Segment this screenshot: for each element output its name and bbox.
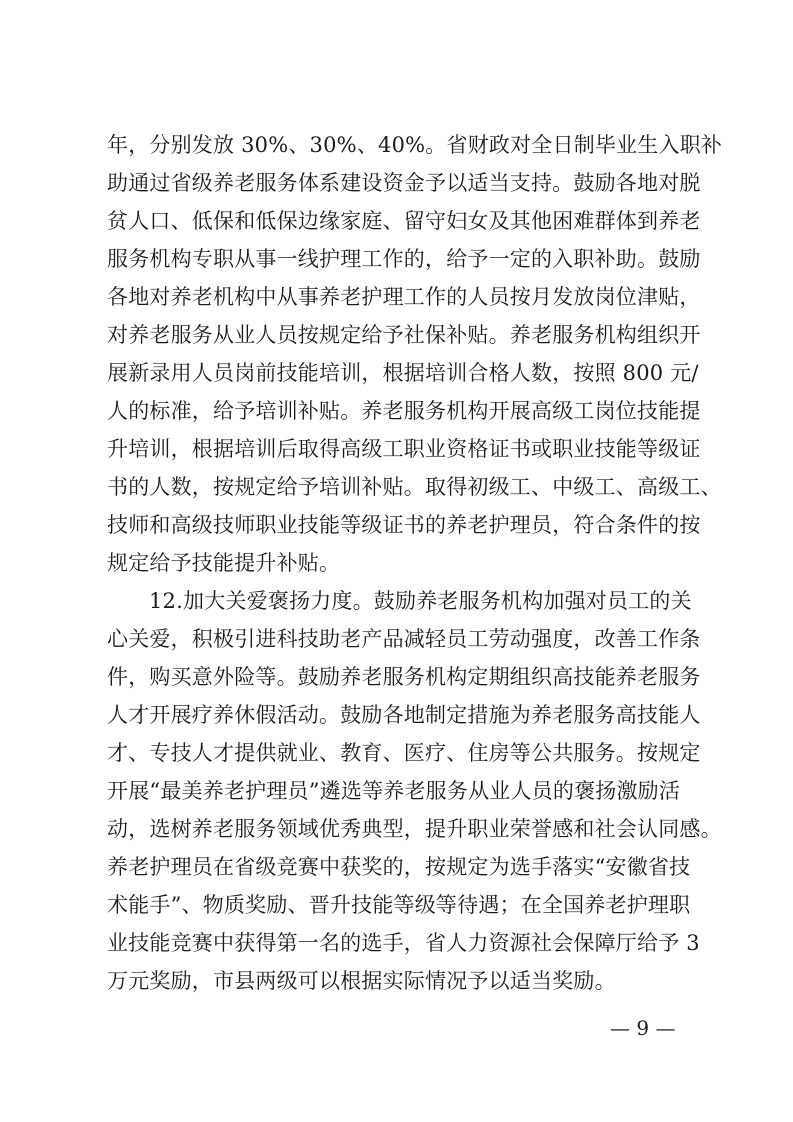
body-text-line: 贫人口、低保和低保边缘家庭、留守妇女及其他困难群体到养老 <box>107 209 701 233</box>
body-text-line: 才、专技人才提供就业、教育、医疗、住房等公共服务。按规定 <box>107 741 701 765</box>
body-text-line: 心关爱，积极引进科技助老产品减轻员工劳动强度，改善工作条 <box>107 627 701 651</box>
body-text-line: 万元奖励，市县两级可以根据实际情况予以适当奖励。 <box>107 969 616 993</box>
body-text-line: 展新录用人员岗前技能培训，根据培训合格人数，按照 800 元/ <box>107 361 699 385</box>
body-text-line: 技师和高级技师职业技能等级证书的养老护理员，符合条件的按 <box>107 513 701 537</box>
page-number: — 9 — <box>610 1016 676 1040</box>
section-heading-line: 12.加大关爱褒扬力度。鼓励养老服务机构加强对员工的关 <box>149 589 692 613</box>
body-text-line: 养老护理员在省级竞赛中获奖的，按规定为选手落实“安徽省技 <box>107 855 691 879</box>
body-text-line: 规定给予技能提升补贴。 <box>107 551 341 575</box>
body-text-line: 对养老服务从业人员按规定给予社保补贴。养老服务机构组织开 <box>107 323 701 347</box>
body-text-line: 人的标准，给予培训补贴。养老服务机构开展高级工岗位技能提 <box>107 399 701 423</box>
body-text-line: 动，选树养老服务领域优秀典型，提升职业荣誉感和社会认同感。 <box>107 817 722 841</box>
body-text-line: 业技能竞赛中获得第一名的选手，省人力资源社会保障厅给予 3 <box>107 931 700 955</box>
body-text-line: 件，购买意外险等。鼓励养老服务机构定期组织高技能养老服务 <box>107 665 701 689</box>
body-text-line: 开展“最美养老护理员”遴选等养老服务从业人员的褒扬激励活 <box>107 779 681 803</box>
body-text-line: 人才开展疗养休假活动。鼓励各地制定措施为养老服务高技能人 <box>107 703 701 727</box>
body-text-line: 服务机构专职从事一线护理工作的，给予一定的入职补助。鼓励 <box>107 247 701 271</box>
body-text-line: 书的人数，按规定给予培训补贴。取得初级工、中级工、高级工、 <box>107 475 722 499</box>
body-text-line: 助通过省级养老服务体系建设资金予以适当支持。鼓励各地对脱 <box>107 171 701 195</box>
body-text-line: 术能手”、物质奖励、晋升技能等级等待遇；在全国养老护理职 <box>107 893 691 917</box>
body-text-line: 升培训，根据培训后取得高级工职业资格证书或职业技能等级证 <box>107 437 701 461</box>
body-text-line: 各地对养老机构中从事养老护理工作的人员按月发放岗位津贴， <box>107 285 701 309</box>
body-text-line: 年，分别发放 30%、30%、40%。省财政对全日制毕业生入职补 <box>107 133 723 157</box>
